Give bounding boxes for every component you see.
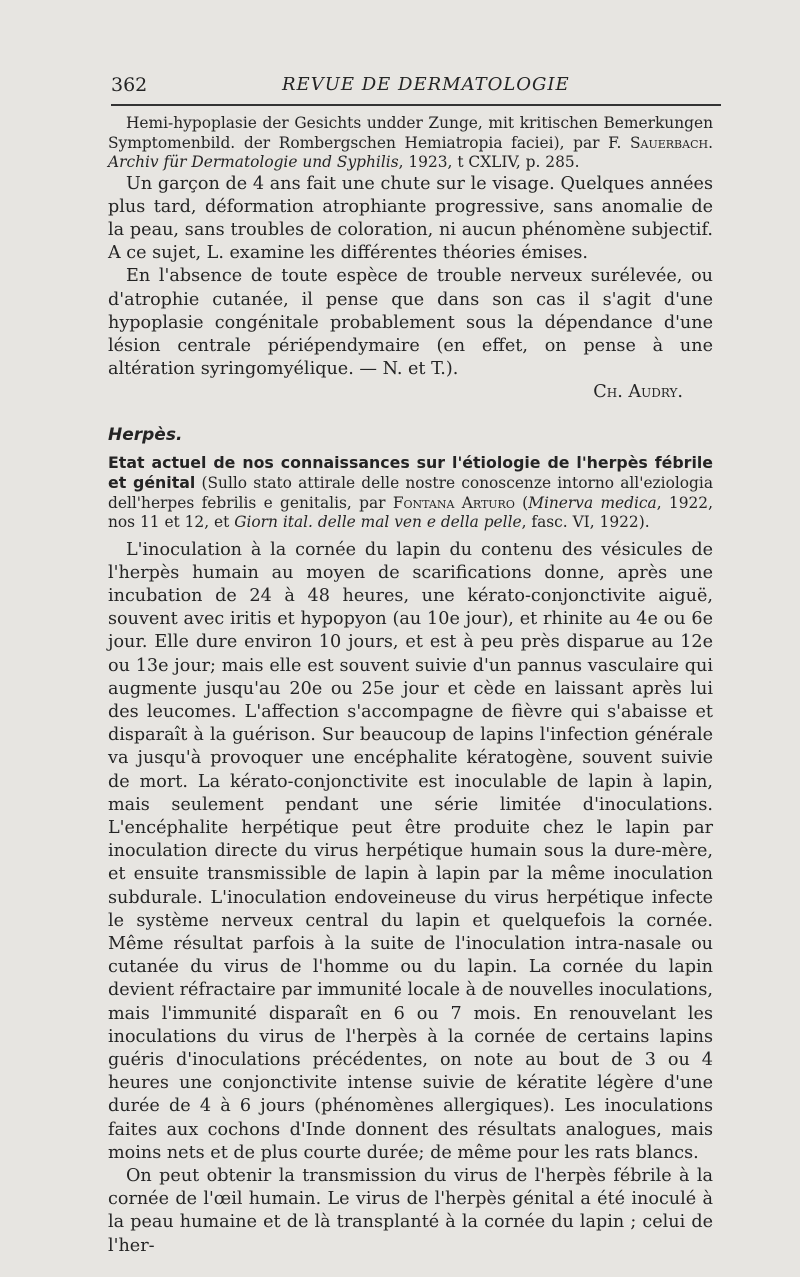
citation-author: Fontana Arturo [392,493,515,512]
review-citation: Hemi-hypoplasie der Gesichts undder Zunge, mit kritischen Bemerkungen Symptomenbild. der Rombergschen Hemiatropia faciei), par F. Sauerbach. Archiv für Dermatologie und Syphilis, 1923, t CXLIV, p. 285. [108,114,713,171]
article-paragraph: On peut obtenir la transmission du virus de l'herpès fébrile à la cornée de l'œil humain. Le virus de l'herpès génital a été inoculé à la peau humaine et de là transplanté à la cornée du lapin ; celui de l'her- [108,1166,713,1256]
section-heading: Herpès. [108,424,183,445]
citation-author: Sauerbach [629,133,709,152]
article-header: Etat actuel de nos connaissances sur l'étiologie de l'herpès fébrile et génital (Sullo stato attirale delle nostre conoscenze intorno all'eziologia dell'herpes febrilis e genitalis, par Fontana Arturo (Minerva medica, 1922, nos 11 et 12, et Giorn ital. delle mal ven e della pelle, fasc. VI, 1922). [108,452,713,532]
article-paragraph: L'inoculation à la cornée du lapin du contenu des vésicules de l'herpès humain au moyen de scarifications donne, après une incubation de 24 à 48 heures, une kérato-conjonctivite aiguë, souvent avec iritis et hypopyon (au 10e jour), et rhinite au 4e ou 6e jour. Elle dure environ 10 jours, et est à peu près disparue au 12e ou 13e jour; mais elle est souvent suivie d'un pannus vasculaire qui augmente jusqu'au 20e ou 25e jour et cède en laissant après lui des leucomes. L'affection s'accompagne de fièvre qui s'abaisse et disparaît à la guérison. Sur beaucoup de lapins l'infection générale va jusqu'à provoquer une encéphalite kératogène, souvent suivie de mort. La kérato-conjonctivite est inoculable de lapin à lapin, mais seulement pendant une série limitée d'inoculations. L'encéphalite herpétique peut être produite chez le lapin par inoculation directe du virus herpétique humain sous la dure-mère, et ensuite transmissible de lapin à lapin par la même inoculation subdurale. L'inoculation endoveineuse du virus herpétique infecte le système nerveux central du lapin et quelquefois la cornée. Même résultat parfois à la suite de l'inoculation intra-nasale ou cutanée du virus de l'homme ou du lapin. La cornée du lapin devient réfractaire par immunité locale à de nouvelles inoculations, mais l'immunité disparaît en 6 ou 7 mois. En renouvelant les inoculations du virus de l'herpès à la cornée de certains lapins guéris d'inoculations précédentes, on note au bout de 3 ou 4 heures une conjonctivite intense suivie de kératite légère d'une durée de 4 à 6 jours (phénomènes allergiques). Les inoculations faites aux cochons d'Inde donnent des résultats analogues, mais moins nets et de plus courte durée; de même pour les rats blancs. [108,539,713,1163]
running-head [111,74,711,98]
header-rule [111,104,721,106]
citation-journal: Minerva medica [528,493,657,512]
review-signature: Ch. Audry. [593,382,683,403]
review-paragraph: Un garçon de 4 ans fait une chute sur le visage. Quelques années plus tard, déformation atrophiante progressive, sans anomalie de la peau, sans troubles de coloration, ni aucun phénomène subjectif. A ce sujet, L. examine les différentes théories émises. [108,173,713,264]
journal-title: REVUE DE DERMATOLOGIE [282,74,570,95]
article-title: Etat actuel de nos connaissances sur l'étiologie de l'herpès fébrile et génital [108,452,713,493]
citation-journal: Archiv für Dermatologie und Syphilis [108,153,399,171]
page-number: 362 [111,74,148,96]
page-body [108,114,713,1258]
citation-journal: Giorn ital. delle mal ven e della pelle [234,513,522,532]
review-paragraph: En l'absence de toute espèce de trouble nerveux surélevée, ou d'atrophie cutanée, il pense que dans son cas il s'agit d'une hypoplasie congénitale probablement sous la dépendance d'une lésion centrale périépendymaire (en effet, on pense à une altération syringomyélique. — N. et T.). [108,266,713,380]
